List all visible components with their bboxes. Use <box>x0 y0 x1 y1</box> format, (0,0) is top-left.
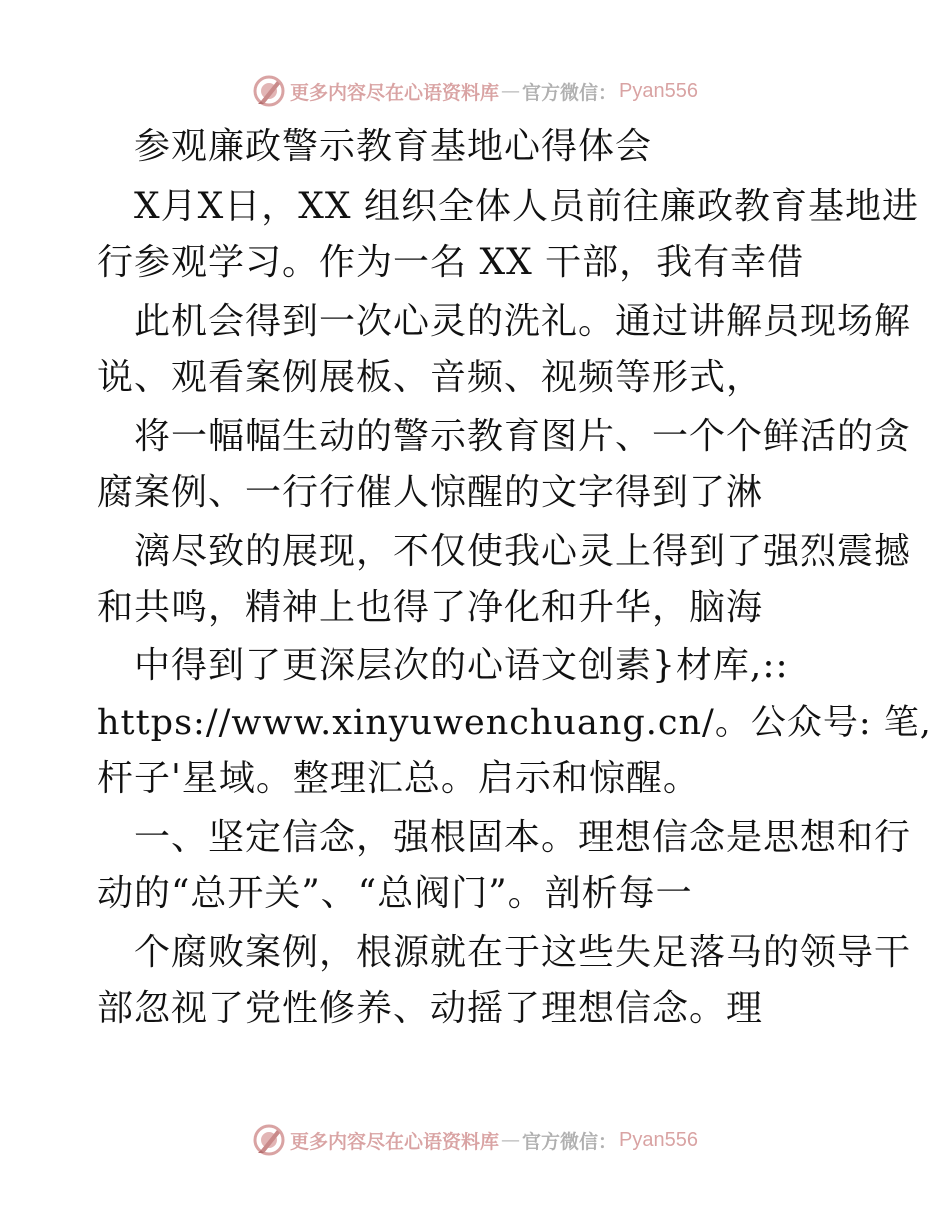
document-line-link: https://www.xinyuwenchuang.cn/。公众号: 笔, <box>97 703 932 743</box>
document-line: 部忽视了党性修养、动摇了理想信念。理 <box>97 988 764 1029</box>
document-line: 动的“总开关”、“总阀门”。剖析每一 <box>97 873 693 914</box>
document-line: 此机会得到一次心灵的洗礼。通过讲解员现场解 <box>134 301 912 342</box>
header-dash: — <box>501 80 521 102</box>
pen-logo-icon <box>252 1123 286 1157</box>
footer-official-label: 官方微信： <box>522 1130 618 1153</box>
document-line: 个腐败案例，根源就在于这些失足落马的领导干 <box>134 932 912 973</box>
document-line: 漓尽致的展现，不仅使我心灵上得到了强烈震撼 <box>134 531 912 572</box>
header-brand-text: 更多内容尽在心语资料库 <box>290 81 500 104</box>
document-line: 行参观学习。作为一名 XX 干部，我有幸借 <box>97 242 805 283</box>
document-line: 腐案例、一行行催人惊醒的文字得到了淋 <box>97 472 764 513</box>
document-line: X月X日，XX 组织全体人员前往廉政教育基地进 <box>134 186 919 227</box>
header-wechat-id: Pyan556 <box>619 79 698 102</box>
header-official-label: 官方微信： <box>522 81 618 104</box>
footer-dash: — <box>501 1129 521 1151</box>
header-banner <box>0 71 950 111</box>
document-line: 和共鸣，精神上也得了净化和升华，脑海 <box>97 587 764 628</box>
document-line: 一、坚定信念，强根固本。理想信念是思想和行 <box>134 817 912 858</box>
footer-brand-text: 更多内容尽在心语资料库 <box>290 1130 500 1153</box>
document-line: 说、观看案例展板、音频、视频等形式， <box>97 357 764 398</box>
footer-wechat-id: Pyan556 <box>619 1128 698 1151</box>
document-line: 杆子'星域。整理汇总。启示和惊醒。 <box>97 758 700 799</box>
document-line: 中得到了更深层次的心语文创素}材库,:: <box>134 645 789 686</box>
pen-logo-icon <box>252 74 286 108</box>
document-title: 参观廉政警示教育基地心得体会 <box>134 126 653 167</box>
footer-banner <box>0 1120 950 1160</box>
document-line: 将一幅幅生动的警示教育图片、一个个鲜活的贪 <box>134 416 912 457</box>
